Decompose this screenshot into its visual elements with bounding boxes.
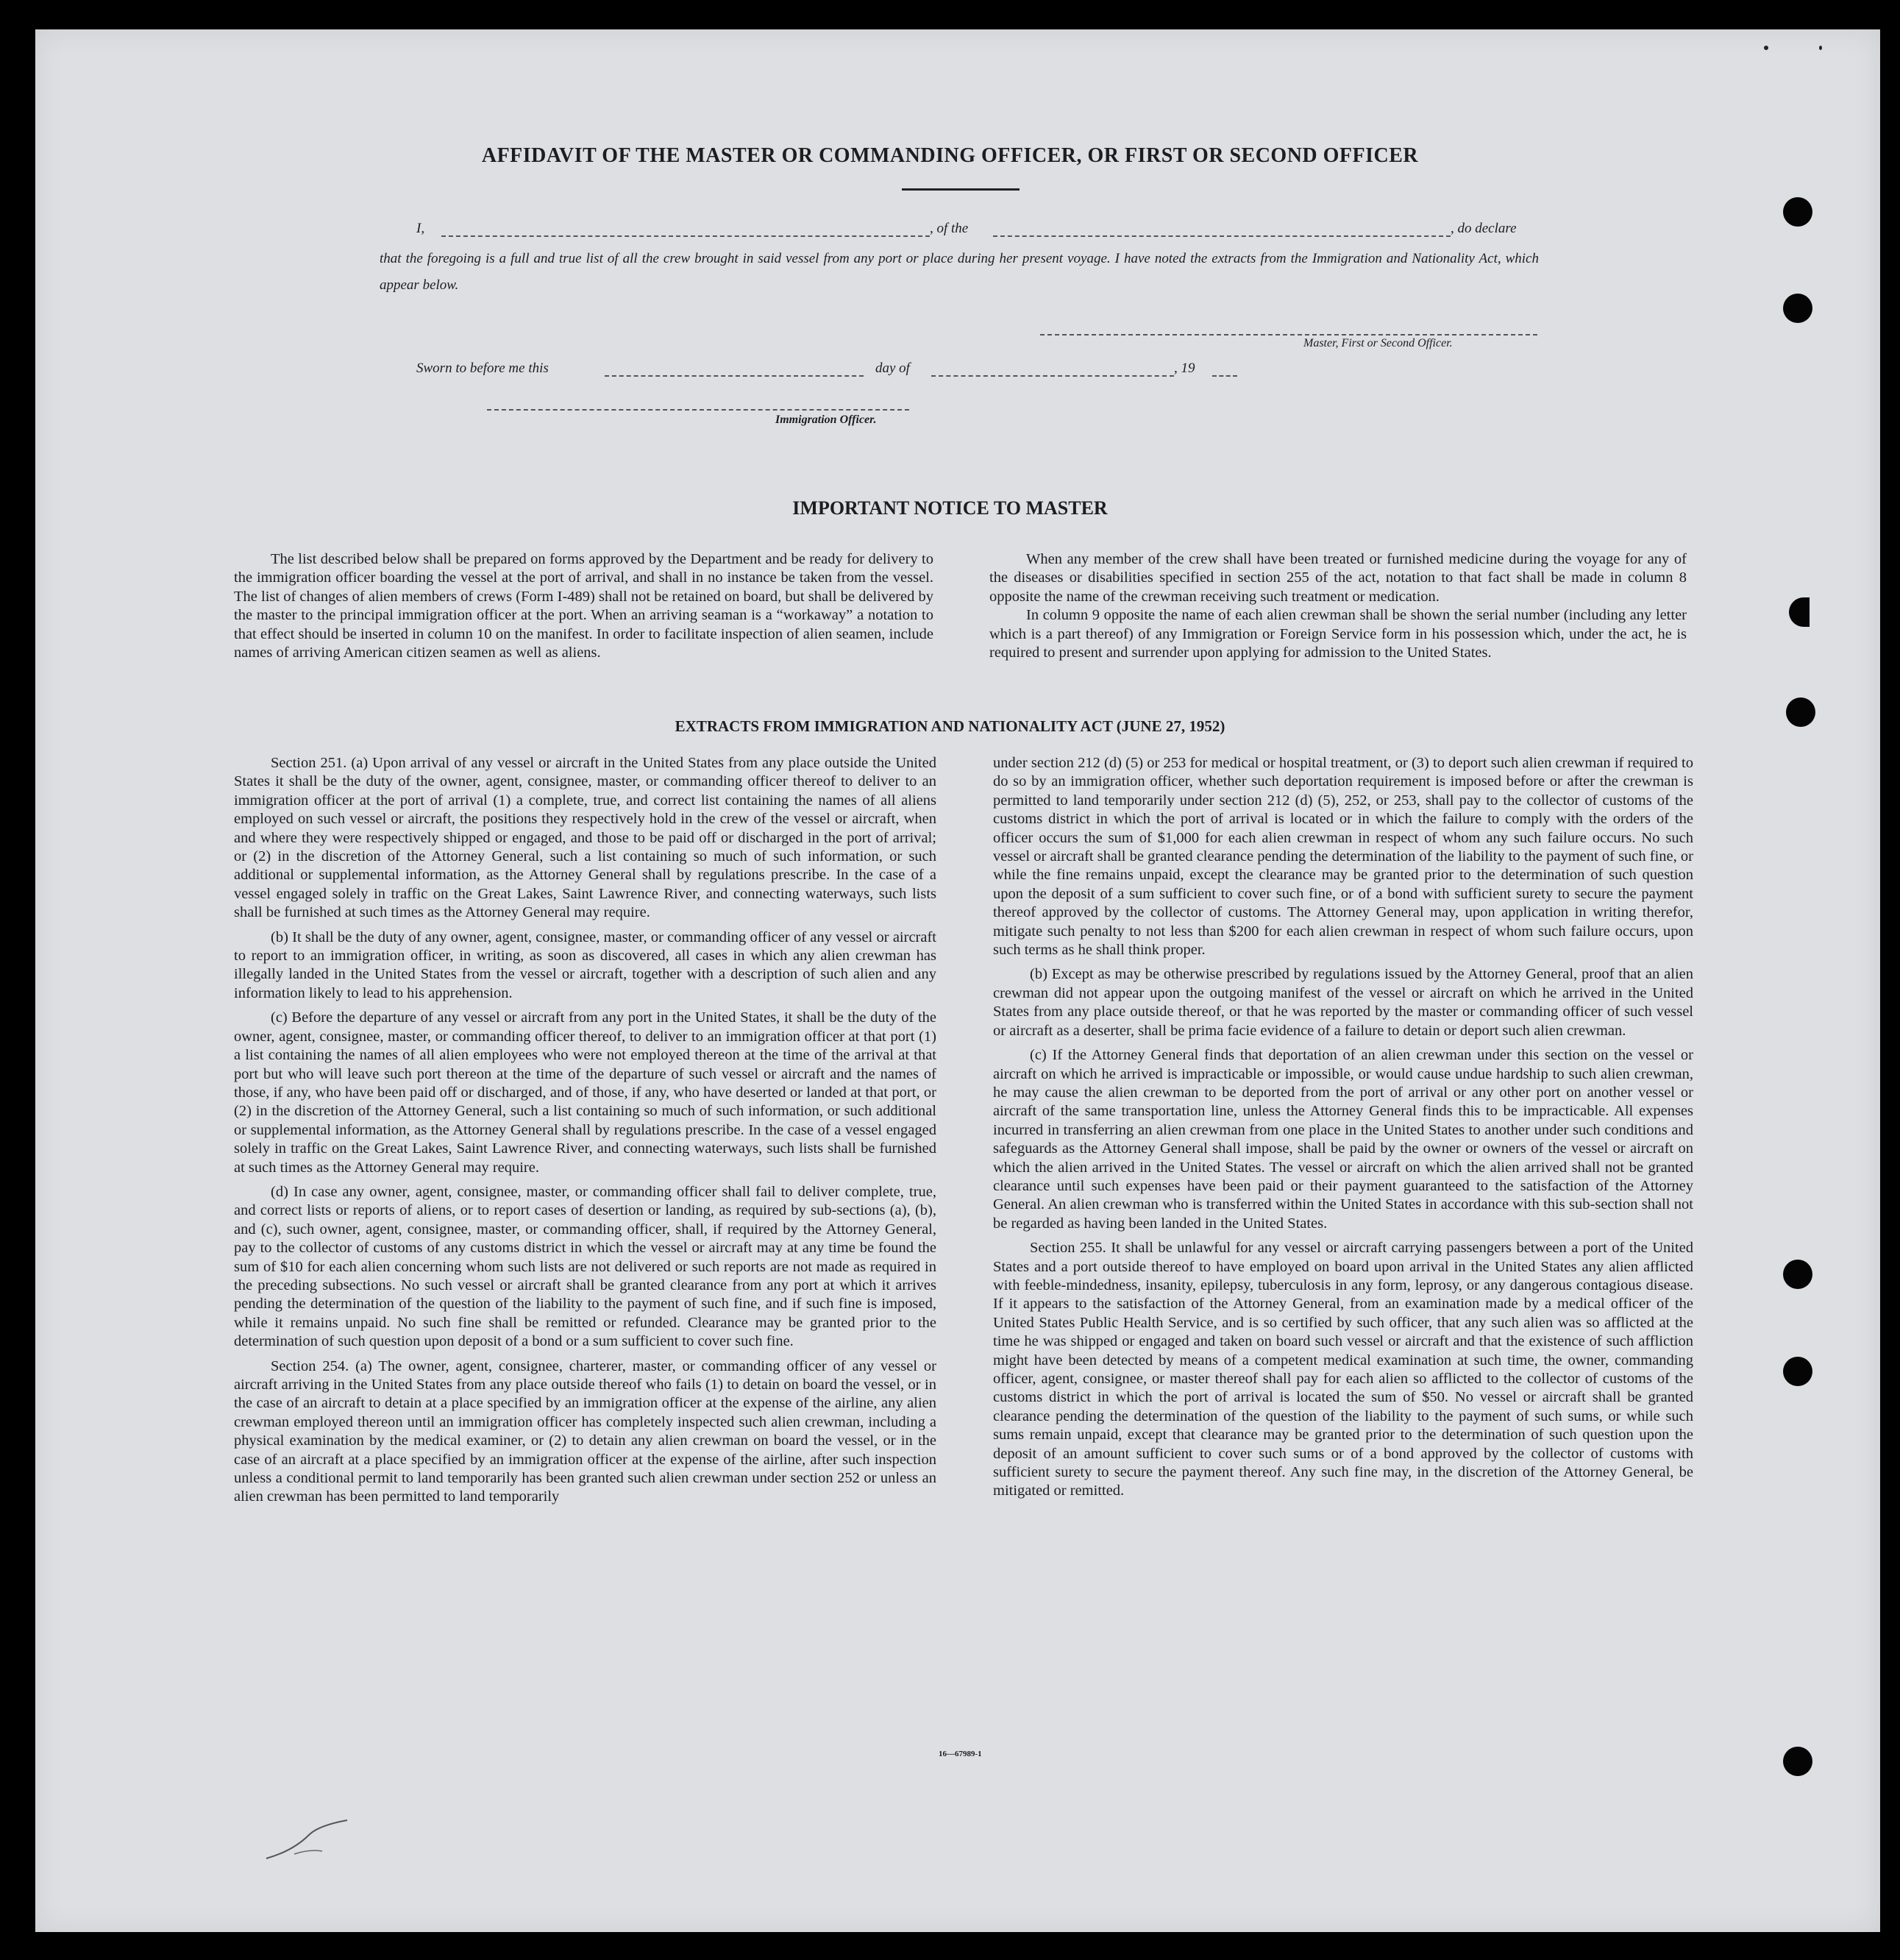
section-paragraph: Section 255. It shall be unlawful for any vessel or aircraft carrying passengers between a port of the United States and a port outside thereof to have employed on board upon arrival in the United States any alien afflicted with feeble-mindedness, insanity, epilepsy, tuberculosis in any form, leprosy, or any dangerous contagious disease. If it appears to the satisfaction of the Attorney General, from an examination made by a medical officer of the United States Public Health Service, and is so certified by such officer, that any such alien was so afflicted at the time he was shipped or engaged and taken on board such vessel or aircraft and that the existence of such affliction might have been detected by means of a competent medical examination at such time, the owner, commanding officer, agent, consignee, or master thereof shall pay for each alien so afflicted to the collector of customs of the customs district in which the port of arrival is located the sum of $50. No vessel or aircraft shall be granted clearance pending the determination of the question of the liability to the payment of such sums, or while such sums remain unpaid, except that clearance may be granted prior to the determination of such question upon the deposit of an amount sufficient to cover such sums or of a bond approved by the collector of customs with sufficient surety to secure the payment thereof. Any such fine may, in the discretion of the Attorney General, be mitigated or remitted. [993, 1240, 1693, 1499]
notice-paragraph: The list described below shall be prepared on forms approved by the Department and be ready for delivery to the immigration officer boarding the vessel at the port of arrival, and shall in no instance be taken from the vessel. The list of changes of alien members of crews (Form I-489) shall not be retained on board, but shall be delivered by the master to the principal immigration officer at the port. When an arriving seaman is a “workaway” a notation to that effect should be inserted in column 10 on the manifest. In order to facilitate inspection of alien seamen, include names of arriving American citizen seamen as well as aliens. [234, 551, 933, 661]
section-paragraph: under section 212 (d) (5) or 253 for medical or hospital treatment, or (3) to deport such alien crewman if required to do so by an immigration officer, whether such deportation requirement is imposed before or after the crewman is permitted to land temporarily under section 212 (d) (5), 252, or 253, shall pay to the collector of customs of the customs district in which the port of arrival is located or in which the failure to comply with the orders of the officer occurs the sum of $1,000 for each alien crewman in respect of whom any such failure occurs. No such vessel or aircraft shall be granted clearance pending the determination of the liability to the payment of such fine, or while the fine remains unpaid, except the clearance may be granted prior to the determination of such question upon the deposit of a sum sufficient to cover such fine, or of a bond with sufficient surety to secure the payment thereof approved by the collector of customs. The Attorney General may, upon application in writing therefor, mitigate such penalty to not less than $200 for each alien crewman in respect of whom such failure occurs, upon such terms as he shall think proper. [993, 755, 1693, 959]
do-declare-label: , do declare [1451, 221, 1517, 236]
section-paragraph: Section 251. (a) Upon arrival of any vessel or aircraft in the United States from any place outside the United States it shall be the duty of the owner, agent, consignee, master, or commanding officer thereof to deliver to an immigration officer at the port of arrival (1) a complete, true, and correct list containing the names of all aliens employed on such vessel or aircraft, the positions they respectively hold in the crew of the vessel or aircraft, when and where they were respectively shipped or engaged, and those to be paid off or discharged in the port of arrival; or (2) in the discretion of the Attorney General, such a list containing so much of such information, or such additional or supplemental information, as the Attorney General shall by regulations prescribe. In the case of a vessel engaged solely in traffic on the Great Lakes, Saint Lawrence River, and connecting waterways, such lists shall be furnished at such times as the Attorney General may require. [234, 755, 936, 921]
name-blank[interactable] [441, 235, 930, 237]
day-of-label: day of [875, 361, 910, 376]
master-signature-line[interactable] [1040, 334, 1537, 335]
notice-right-column [989, 550, 1687, 662]
section-paragraph: Section 254. (a) The owner, agent, consignee, charterer, master, or commanding officer of any vessel or aircraft arriving in the United States from any place outside thereof who fails (1) to detain on board the vessel, or in the case of an aircraft to detain at a place specified by an immigration officer at the expense of the airline, any alien crewman employed thereon until an immigration officer has completely inspected such alien crewman, including a physical examination by the medical examiner, or (2) to detain any alien crewman on board the vessel, or in the case of an aircraft at a place specified by an immigration officer at the expense of the airline, after such inspection unless a conditional permit to land temporarily has been granted such alien crewman under section 252 or unless an alien crewman has been permitted to land temporarily [234, 1357, 936, 1505]
of-the-label: , of the [930, 221, 969, 236]
specks [1819, 46, 1822, 50]
title-rule [902, 188, 1020, 191]
notice-left-column [234, 550, 933, 662]
affidavit-title: AFFIDAVIT OF THE MASTER OR COMMANDING OFFICER, OR FIRST OR SECOND OFFICER [481, 144, 1419, 167]
extracts-title: EXTRACTS FROM IMMIGRATION AND NATIONALITY ACT (JUNE 27, 1952) [675, 717, 1225, 735]
punch-hole [1783, 1357, 1812, 1386]
section-paragraph: (c) Before the departure of any vessel or aircraft from any port in the United States, it shall be the duty of the owner, agent, consignee, master, or commanding officer thereof, to deliver to an immigration officer at that port (1) a list containing the names of all alien employees who were not employed thereon at the time of the arrival at that port but who will leave such port thereon at the time of the departure of such vessel or aircraft and the names of those, if any, who have been paid off or discharged, and of those, if any, who have deserted or landed at that port, or (2) in the discretion of the Attorney General, such a list containing so much of such information, or such additional or supplemental information, as the Attorney General shall by regulations prescribe. In the case of a vessel engaged solely in traffic on the Great Lakes, Saint Lawrence River, and connecting waterways, such lists shall be furnished at such times as the Attorney General may require. [234, 1009, 936, 1176]
extracts-right-column [993, 754, 1693, 1501]
declaration-i: I, [416, 221, 425, 236]
vessel-blank[interactable] [993, 235, 1451, 237]
section-paragraph: (b) It shall be the duty of any owner, agent, consignee, master, or commanding officer of any vessel or aircraft to report to an immigration officer, in writing, as soon as discovered, all cases in which any alien crewman has illegally landed in the United States from the vessel or aircraft, together with a description of such alien and any information likely to lead to his apprehension. [234, 928, 936, 1001]
notice-paragraph: In column 9 opposite the name of each alien crewman shall be shown the serial number (including any letter which is a part thereof) of any Immigration or Foreign Service form in his possession which, under the act, he is required to present and surrender upon applying for admission to the United States. [989, 607, 1687, 661]
master-signature-label: Master, First or Second Officer. [1303, 337, 1453, 349]
section-paragraph: (c) If the Attorney General finds that deportation of an alien crewman under this section on the vessel or aircraft on which he arrived is impracticable or impossible, or would cause undue hardship to such alien crewman, he may cause the alien crewman to be deported from the port of arrival or any other port on another vessel or aircraft of the same transportation line, unless the Attorney General finds this to be impracticable. All expenses incurred in transferring an alien crewman from one place in the United States to another under such conditions and safeguards as the Attorney General shall impose, shall be paid by the owner or owners of the vessel or aircraft on which the alien arrived in the United States. The vessel or aircraft on which the alien arrived shall not be granted clearance until such expenses have been paid or their payment guaranteed to the satisfaction of the Attorney General. An alien crewman who is transferred within the United States in accordance with this sub-section shall not be regarded as having been landed in the United States. [993, 1047, 1693, 1232]
year-blank[interactable] [1212, 375, 1237, 377]
year-label: , 19 [1174, 361, 1195, 376]
section-paragraph: (d) In case any owner, agent, consignee, master, or commanding officer shall fail to deliver complete, true, and correct lists or reports of aliens, or to report cases of desertion or landing, as required by sub-sections (a), (b), and (c), such owner, agent, consignee, master, or commanding officer, shall, if required by the Attorney General, pay to the collector of customs of any customs district in which the vessel or aircraft may at any time be found the sum of $10 for each alien concerning whom such lists are not delivered or such reports are not made as required in the preceding subsections. No such vessel or aircraft shall be granted clearance from any port at which it arrives pending the determination of the question of the liability to the payment of such fine, and if such fine is imposed, while it remains unpaid. No such fine shall be remitted or refunded. Clearance may be granted prior to the determination of such question upon deposit of a bond or a sum sufficient to cover such fine. [234, 1183, 936, 1350]
punch-hole [1783, 197, 1812, 227]
punch-hole [1783, 294, 1812, 323]
officer-signature-line[interactable] [487, 409, 909, 411]
sworn-label: Sworn to before me this [416, 361, 549, 376]
officer-signature-label: Immigration Officer. [775, 413, 877, 426]
notice-title: IMPORTANT NOTICE TO MASTER [792, 497, 1108, 519]
form-code: 16—67989-1 [939, 1750, 982, 1758]
pen-mark [265, 1817, 368, 1861]
sworn-date-blank[interactable] [605, 375, 864, 377]
section-paragraph: (b) Except as may be otherwise prescribed by regulations issued by the Attorney General, proof that an alien crewman did not appear upon the outgoing manifest of the vessel or aircraft on which he arrived in the United States from any place outside thereof, or that he was reported by the master or commanding officer of such vessel or aircraft as a deserter, shall be prima facie evidence of a failure to detain or deport such alien crewman. [993, 966, 1693, 1039]
notice-paragraph: When any member of the crew shall have been treated or furnished medicine during the voyage for any of the diseases or disabilities specified in section 255 of the act, notation to that fact shall be made in column 8 opposite the name of the crewman receiving such treatment or medication. [989, 551, 1687, 605]
declaration-text: that the foregoing is a full and true list of all the crew brought in said vessel from any port or place during her present voyage. I have noted the extracts from the Immigration and Nationality Act, which appear below. [380, 251, 1539, 293]
extracts-left-column [234, 754, 936, 1507]
specks [1764, 46, 1768, 50]
month-blank[interactable] [931, 375, 1174, 377]
punch-hole [1783, 1260, 1812, 1289]
punch-hole [1783, 1747, 1812, 1776]
